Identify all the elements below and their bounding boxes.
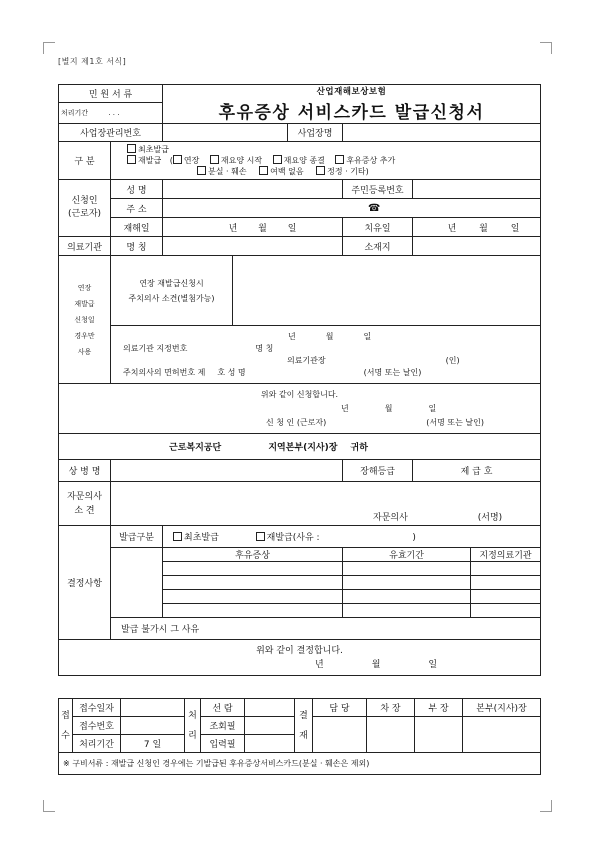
reject-reason-label: 발급 불가시 그 사유 [121, 625, 200, 635]
receipt-date-label: 접수일자 [73, 699, 121, 717]
advisor-opinion-field[interactable] [111, 482, 541, 526]
decision-spacer [111, 604, 163, 618]
side-label-line: 신청일 [74, 315, 95, 324]
doctor-opinion-label: 연장 재발급신청시 [139, 278, 204, 288]
reason-checkbox[interactable] [210, 155, 219, 164]
injury-date-label: 재해일 [111, 218, 163, 237]
reason-checkbox[interactable] [316, 166, 325, 175]
month-label: 월 [384, 403, 393, 413]
license-label: 주치의사의 면허번호 제 [123, 367, 206, 377]
side-label-line: 연장 [77, 283, 92, 292]
first-issue-checkbox[interactable] [127, 144, 136, 153]
workplace-name-field[interactable] [343, 124, 541, 142]
doc-type-label: 민 원 서 류 [59, 85, 163, 103]
cure-date-field[interactable] [413, 218, 541, 237]
application-declaration [59, 384, 541, 434]
form-title: 후유증상 서비스카드 발급신청서 [218, 103, 485, 123]
approval-col: 부 장 [415, 699, 463, 717]
applicant-name-label: 성 명 [111, 180, 163, 199]
reason-label: 연장 [183, 156, 200, 165]
day-label: 일 [428, 403, 437, 413]
diagnosis-field[interactable] [111, 460, 343, 482]
doctor-opinion-label-2: 주치의사 소견(별첨가능) [128, 293, 215, 303]
license-suffix: 호 성 명 [217, 367, 246, 377]
reason-checkbox[interactable] [197, 166, 206, 175]
year-label: 년 [447, 223, 457, 234]
symptom-cell[interactable] [163, 576, 343, 590]
institution-location-field[interactable] [413, 237, 541, 256]
workplace-mgmt-no-label: 사업장관리번호 [59, 124, 163, 142]
institution-name-field[interactable] [163, 237, 343, 256]
approval-sign-cell[interactable] [313, 717, 367, 753]
reason-label: 정정 · 기타) [327, 167, 369, 176]
crop-mark [540, 811, 552, 812]
decision-reissue-label: 재발급(사유 : [266, 533, 320, 543]
year-label: 년 [288, 331, 296, 341]
reason-checkbox[interactable] [259, 166, 268, 175]
handling-row-label: 선 람 [201, 699, 245, 717]
extension-side-label [59, 256, 111, 384]
decision-first-issue-label: 최초발급 [184, 533, 219, 543]
decision-spacer [111, 576, 163, 590]
side-label-line: 재발급 [74, 299, 95, 308]
month-label: 월 [479, 223, 488, 234]
decision-declaration-text: 위와 같이 결정합니다. [256, 645, 343, 656]
advisor-label-cell [59, 482, 111, 526]
institution-cell[interactable] [471, 562, 541, 576]
validity-cell[interactable] [343, 562, 471, 576]
col-designated-institution: 지정의료기관 [471, 548, 541, 562]
decision-first-issue-checkbox[interactable] [173, 532, 182, 541]
crop-mark [540, 42, 552, 43]
handling-label [185, 699, 201, 753]
reason-checkbox[interactable] [273, 155, 282, 164]
advisor-label-2: 소 견 [74, 505, 95, 516]
institution-name-label: 명 칭 [111, 237, 163, 256]
validity-cell[interactable] [343, 604, 471, 618]
institution-cell[interactable] [471, 590, 541, 604]
application-form-table [58, 84, 541, 676]
crop-mark [43, 42, 55, 43]
diagnosis-label: 상 병 명 [59, 460, 111, 482]
validity-cell[interactable] [343, 590, 471, 604]
applicant-label: 신청인 [71, 196, 98, 206]
processing-period [59, 103, 163, 124]
approval-label [295, 699, 313, 753]
approval-col: 차 장 [367, 699, 415, 717]
approval-sign-cell[interactable] [415, 717, 463, 753]
crop-mark [43, 42, 44, 54]
inst-head-label: 의료기관장 [287, 355, 326, 365]
form-title-cell [163, 85, 541, 124]
advisor-label: 자문의사 [67, 491, 102, 502]
col-symptom: 후유증상 [163, 548, 343, 562]
approval-sign-cell[interactable] [463, 717, 541, 753]
institution-label: 의료기관 [59, 237, 111, 256]
reason-label: 후유증상 추가 [346, 156, 396, 165]
reissue-paren: ( [169, 156, 173, 165]
approval-label-text: 결재 [299, 710, 308, 741]
reissue-close-paren: ) [412, 533, 416, 543]
applicant-sign-label: 신 청 인 (근로자) [266, 417, 327, 427]
first-issue-label: 최초발급 [138, 145, 169, 154]
receipt-no-field[interactable] [121, 717, 185, 735]
reason-label: 재요양 시작 [220, 156, 263, 165]
year-label: 년 [228, 223, 238, 234]
approval-col: 담 당 [313, 699, 367, 717]
doctor-opinion-label-cell [111, 256, 233, 326]
col-validity: 유효기간 [343, 548, 471, 562]
reason-label: 여백 없음 [270, 167, 304, 176]
workplace-name-label: 사업장명 [288, 124, 343, 142]
reason-label: 분실 · 훼손 [208, 167, 247, 176]
decision-label: 결정사항 [59, 526, 111, 640]
applicant-rrn-label: 주민등록번호 [343, 180, 413, 199]
branch-name: 지역본부(지사)장 [268, 443, 338, 453]
day-label: 일 [363, 331, 372, 341]
inst-reg-label: 의료기관 지정번호 [123, 343, 188, 353]
advisor-sign-label: 자문의사 [373, 513, 408, 523]
month-label: 월 [325, 331, 334, 341]
receipt-label [59, 699, 73, 753]
institution-location-label: 소재지 [343, 237, 413, 256]
day-label: 일 [428, 659, 438, 670]
institution-cell[interactable] [471, 604, 541, 618]
symptom-cell[interactable] [163, 590, 343, 604]
addressee [59, 434, 541, 460]
approval-col: 본부(지사)장 [463, 699, 541, 717]
side-label-line: 사용 [77, 347, 92, 356]
day-label: 일 [510, 223, 520, 234]
seal-mark: (인) [445, 355, 460, 365]
workplace-mgmt-no-field[interactable] [163, 124, 288, 142]
reissue-label: 재발급 [138, 156, 162, 165]
receipt-no-label: 접수번호 [73, 717, 121, 735]
handling-row-field[interactable] [245, 735, 295, 753]
applicant-rrn-field[interactable] [413, 180, 541, 199]
issue-type-options [163, 526, 541, 548]
receipt-period-label: 처리기간 [73, 735, 121, 753]
year-label: 년 [315, 659, 324, 670]
handling-row-field[interactable] [245, 699, 295, 717]
applicant-name-field[interactable] [163, 180, 343, 199]
crop-mark [43, 811, 55, 812]
day-label: 일 [287, 223, 297, 234]
decision-spacer [111, 590, 163, 604]
reason-label: 재요양 종결 [283, 156, 325, 165]
form-title-sub: 산업재해보상보험 [316, 87, 387, 97]
receipt-label-text: 접수 [61, 710, 70, 741]
receipt-date-field[interactable] [121, 699, 185, 717]
year-label: 년 [341, 403, 349, 413]
crop-mark [551, 42, 552, 54]
handling-row-field[interactable] [245, 717, 295, 735]
reason-checkbox[interactable] [173, 155, 182, 164]
symptom-cell[interactable] [163, 604, 343, 618]
issue-type-label: 발급구분 [111, 526, 163, 548]
sign-or-seal: (서명 또는 날인) [426, 417, 484, 427]
handling-row-label: 입력필 [201, 735, 245, 753]
reason-checkbox[interactable] [335, 155, 344, 164]
cure-date-label: 치유일 [343, 218, 413, 237]
decision-declaration [59, 640, 541, 676]
applicant-address-field[interactable] [163, 199, 541, 218]
institution-cell[interactable] [471, 576, 541, 590]
addressee-suffix: 귀하 [350, 443, 368, 453]
approval-sign-cell[interactable] [367, 717, 415, 753]
reject-reason-field[interactable] [111, 618, 541, 640]
validity-cell[interactable] [343, 576, 471, 590]
declaration-text: 위와 같이 신청합니다. [260, 389, 339, 399]
reissue-checkbox[interactable] [127, 155, 136, 164]
form-number: [별지 제1호 서식] [58, 57, 127, 66]
receipt-period-value: 7 일 [121, 735, 185, 753]
applicant-label-sub: (근로자) [67, 209, 102, 219]
category-label: 구 분 [59, 142, 111, 180]
processing-value: . . . [108, 109, 120, 118]
decision-spacer [111, 548, 163, 562]
month-label: 월 [258, 223, 267, 234]
phone-icon: ☎ [368, 202, 381, 214]
footnote: ※ 구비서류 : 재발급 신청인 경우에는 기발급된 후유증상서비스카드(분실 · 훼손은 제외) [59, 753, 541, 775]
side-label-line: 경우만 [74, 331, 95, 340]
advisor-sign-suffix: (서명) [477, 513, 503, 523]
handling-row-label: 조회필 [201, 717, 245, 735]
receipt-table [58, 698, 541, 775]
decision-reissue-checkbox[interactable] [256, 532, 265, 541]
disability-field[interactable]: 제 급 호 [413, 460, 541, 482]
sign-or-seal: (서명 또는 날인) [363, 367, 422, 377]
handling-label-text: 처리 [188, 710, 197, 741]
applicant-label-cell [59, 180, 111, 237]
category-options [111, 142, 541, 180]
decision-spacer [111, 562, 163, 576]
processing-label: 처리기간 [61, 109, 89, 118]
doctor-certification [111, 326, 541, 384]
agency-name: 근로복지공단 [169, 443, 222, 453]
inst-name-label: 명 칭 [255, 343, 274, 353]
injury-date-field[interactable] [163, 218, 343, 237]
disability-label: 장해등급 [343, 460, 413, 482]
symptom-cell[interactable] [163, 562, 343, 576]
applicant-address-label: 주 소 [111, 199, 163, 218]
month-label: 월 [371, 659, 381, 670]
doctor-opinion-field[interactable] [233, 256, 541, 326]
